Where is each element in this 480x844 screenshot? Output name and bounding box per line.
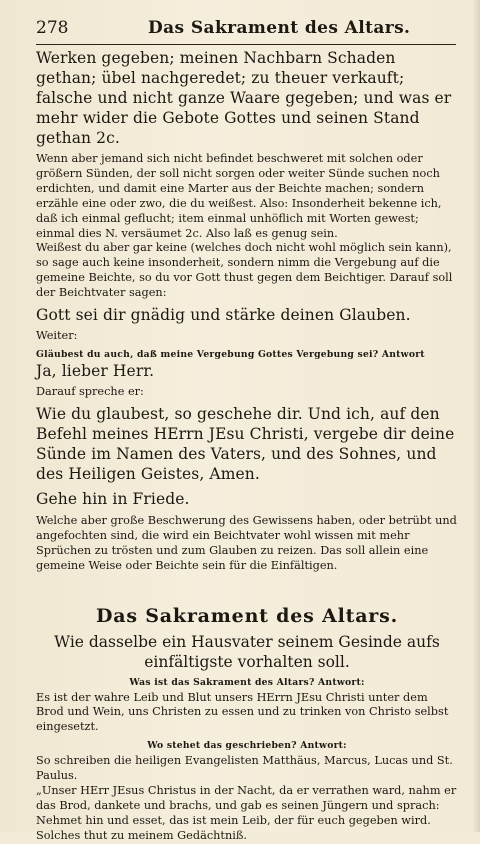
page-content — [36, 48, 458, 844]
header-rule — [36, 44, 456, 45]
go-in-peace: Gehe hin in Friede. — [36, 489, 190, 508]
paragraph-no-greater-sins: Wenn aber jemand sich nicht befindet beschweret mit solchen oder größern Sünden, der soll nicht sorgen oder weiter Sünde suchen noch erdichten, und damit eine Marter aus der Beichte machen; sondern erzähle eine oder zwo, die du weißest. Also: Insonderheit bekenne ich, daß ich einmal geflucht; item einmal unhöflich mit Worten gewest; einmal dies N. versäumet 2c. Also laß es genug sein. — [36, 152, 442, 240]
institution-words: „Unser HErr JEsus Christus in der Nacht, da er verrathen ward, nahm er das Brod, dankete und brachs, und gab es seinen Jüngern und sprach: Nehmet hin und esset, das ist mein Leib, der für euch gegeben wird. Solches thut zu meinem Gedächtniß. — [36, 784, 457, 842]
page-edge-shadow — [472, 0, 480, 832]
label-then-say: Darauf spreche er: — [36, 384, 144, 398]
question-what-is-sacrament: Was ist das Sakrament des Altars? Antwort: — [129, 676, 365, 688]
section-title: Das Sakrament des Altars. — [95, 604, 399, 627]
question-forgiveness: Gläubest du auch, daß meine Vergebung Gottes Vergebung sei? Antwort — [36, 348, 425, 360]
answer-evangelists: So schreiben die heiligen Evangelisten Matthäus, Marcus, Lucas und St. Paulus. — [36, 754, 453, 783]
running-head: Das Sakrament des Altars. — [148, 18, 411, 38]
question-where-written: Wo stehet das geschrieben? Antwort: — [147, 740, 347, 752]
page-header — [36, 18, 456, 42]
blessing-line: Gott sei dir gnädig und stärke deinen Glauben. — [36, 306, 411, 325]
answer-what-is-sacrament: Es ist der wahre Leib und Blut unsers HErrn JEsu Christi unter dem Brod und Wein, uns Christen zu essen und zu trinken von Christo selbst eingesetzt. — [36, 690, 449, 734]
answer-yes: Ja, lieber Herr. — [36, 361, 155, 380]
page-number: 278 — [36, 18, 69, 38]
paragraph-general-confession: Weißest du aber gar keine (welches doch nicht wohl möglich sein kann), so sage auch keine insonderheit, sondern nimm die Vergebung auf die gemeine Beichte, so du vor Gott thust gegen dem Beichtiger. Darauf soll der Beichtvater sagen: — [36, 241, 453, 300]
paragraph-burdened-conscience: Welche aber große Beschwerung des Gewissens haben, oder betrübt und angefochten sind, die wird ein Beichtvater wohl wissen mit mehr Sprüchen zu trösten und zum Glauben zu reizen. Das soll allein eine gemeine Weise oder Beichte sein für die Einfältigen. — [36, 513, 457, 572]
absolution-text: Wie du glaubest, so geschehe dir. Und ich, auf den Befehl meines HErrn JEsu Christi, vergebe dir deine Sünde im Namen des Vaters, und des Sohnes, und des Heiligen Geistes, Amen. — [36, 404, 455, 483]
section-subtitle: Wie dasselbe ein Hausvater seinem Gesinde aufs einfältigste vorhalten soll. — [54, 632, 440, 671]
paragraph-confession-list: Werken gegeben; meinen Nachbarn Schaden gethan; übel nachgeredet; zu theuer verkauft; falsche und nicht ganze Waare gegeben; und was er mehr wider die Gebote Gottes und seinen Stand gethan 2c. — [36, 49, 452, 147]
label-further: Weiter: — [36, 329, 78, 343]
